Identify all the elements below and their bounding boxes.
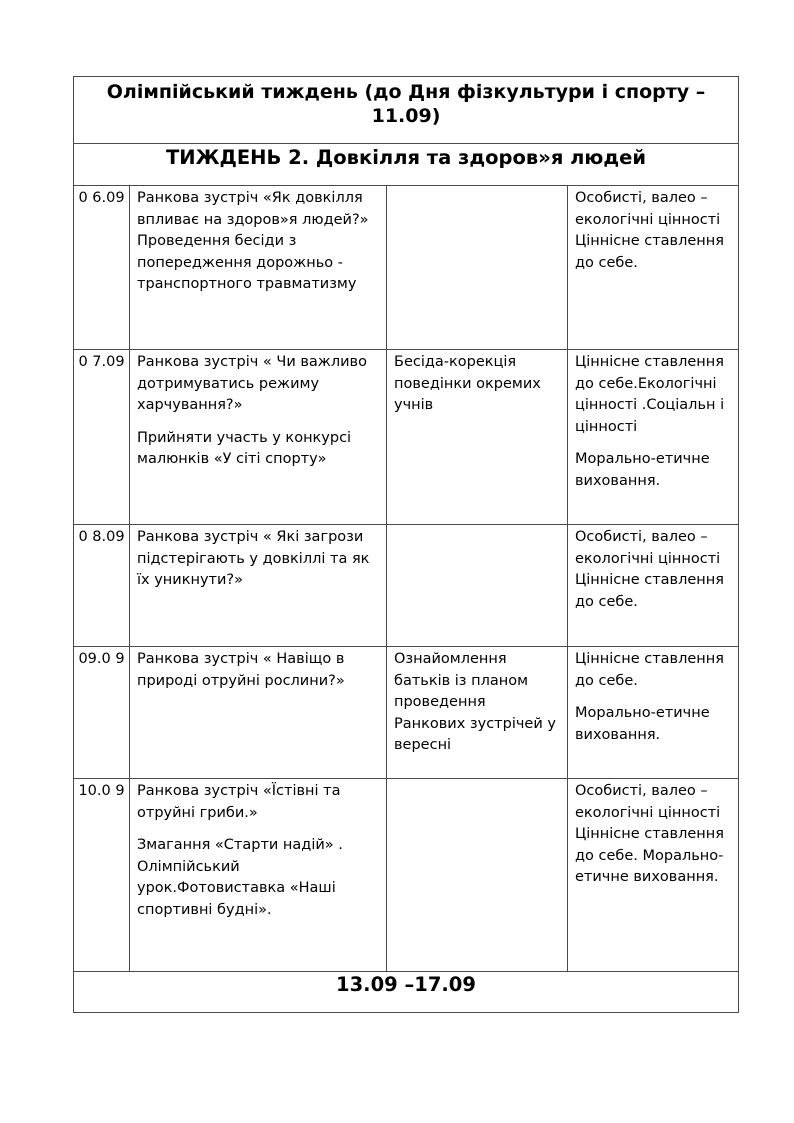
- activity-text: Змагання «Старти надій» . Олімпійський урок.Фотовиставка «Наші спортивні будні».: [137, 837, 343, 918]
- activity-text: Ранкова зустріч « Які загрози підстерігають у довкіллі та як їх уникнути?»: [137, 529, 370, 588]
- values-text: Ціннісне ставлення до себе.: [575, 651, 724, 689]
- work-cell: [387, 186, 568, 350]
- activity-text: Ранкова зустріч « Чи важливо дотримуватись режиму харчування?»: [137, 354, 367, 413]
- title-row: [74, 77, 739, 144]
- activities-cell: [130, 779, 387, 972]
- values-text: Морально-етичне виховання.: [575, 451, 710, 489]
- table-row: [74, 647, 739, 779]
- work-cell: [387, 779, 568, 972]
- date-cell: 0 7.09: [74, 350, 130, 525]
- values-text: Ціннісне ставлення до себе.Екологічні цінності .Соціальн і цінності: [575, 354, 725, 435]
- table-row: [74, 186, 739, 350]
- activities-cell: [130, 647, 387, 779]
- next-week-dates: 13.09 –17.09: [74, 972, 739, 1013]
- date-cell: 09.0 9: [74, 647, 130, 779]
- values-text: Особисті, валео – екологічні цінності Ціннісне ставлення до себе.: [575, 190, 724, 271]
- work-cell: [387, 350, 568, 525]
- table-row: [74, 350, 739, 525]
- document-title: Олімпійський тиждень (до Дня фізкультури і спорту – 11.09): [74, 77, 739, 144]
- values-text: Морально-етичне виховання.: [575, 705, 710, 743]
- values-cell: [568, 186, 739, 350]
- values-cell: [568, 350, 739, 525]
- week-heading: ТИЖДЕНЬ 2. Довкілля та здоров»я людей: [74, 144, 739, 186]
- activity-text: Ранкова зустріч « Навіщо в природі отруйні рослини?»: [137, 651, 345, 689]
- values-text: Особисті, валео – екологічні цінності Ціннісне ставлення до себе.: [575, 529, 724, 610]
- table-row: [74, 525, 739, 647]
- work-text: Ознайомлення батьків із планом проведення Ранкових зустрічей у вересні: [394, 651, 556, 753]
- date-cell: 0 8.09: [74, 525, 130, 647]
- date-cell: 0 6.09: [74, 186, 130, 350]
- activity-text: Ранкова зустріч «Як довкілля впливає на здоров»я людей?» Проведення бесіди з попередження дорожньо - транспортного травматизму: [137, 190, 369, 292]
- date-cell: 10.0 9: [74, 779, 130, 972]
- activity-text: Прийняти участь у конкурсі малюнків «У сіті спорту»: [137, 429, 352, 467]
- activities-cell: [130, 186, 387, 350]
- values-text: Особисті, валео – екологічні цінності Ціннісне ставлення до себе. Морально-етичне виховання.: [575, 783, 724, 885]
- week-heading-row: [74, 144, 739, 186]
- footer-row: [74, 972, 739, 1013]
- values-cell: [568, 779, 739, 972]
- work-cell: [387, 647, 568, 779]
- values-cell: [568, 647, 739, 779]
- values-cell: [568, 525, 739, 647]
- work-cell: [387, 525, 568, 647]
- table-row: [74, 779, 739, 972]
- activity-text: Ранкова зустріч «Їстівні та отруйні гриби.»: [137, 783, 341, 821]
- activities-cell: [130, 525, 387, 647]
- work-text: Бесіда-корекція поведінки окремих учнів: [394, 354, 541, 413]
- weekly-plan-table: [73, 76, 739, 1013]
- activities-cell: [130, 350, 387, 525]
